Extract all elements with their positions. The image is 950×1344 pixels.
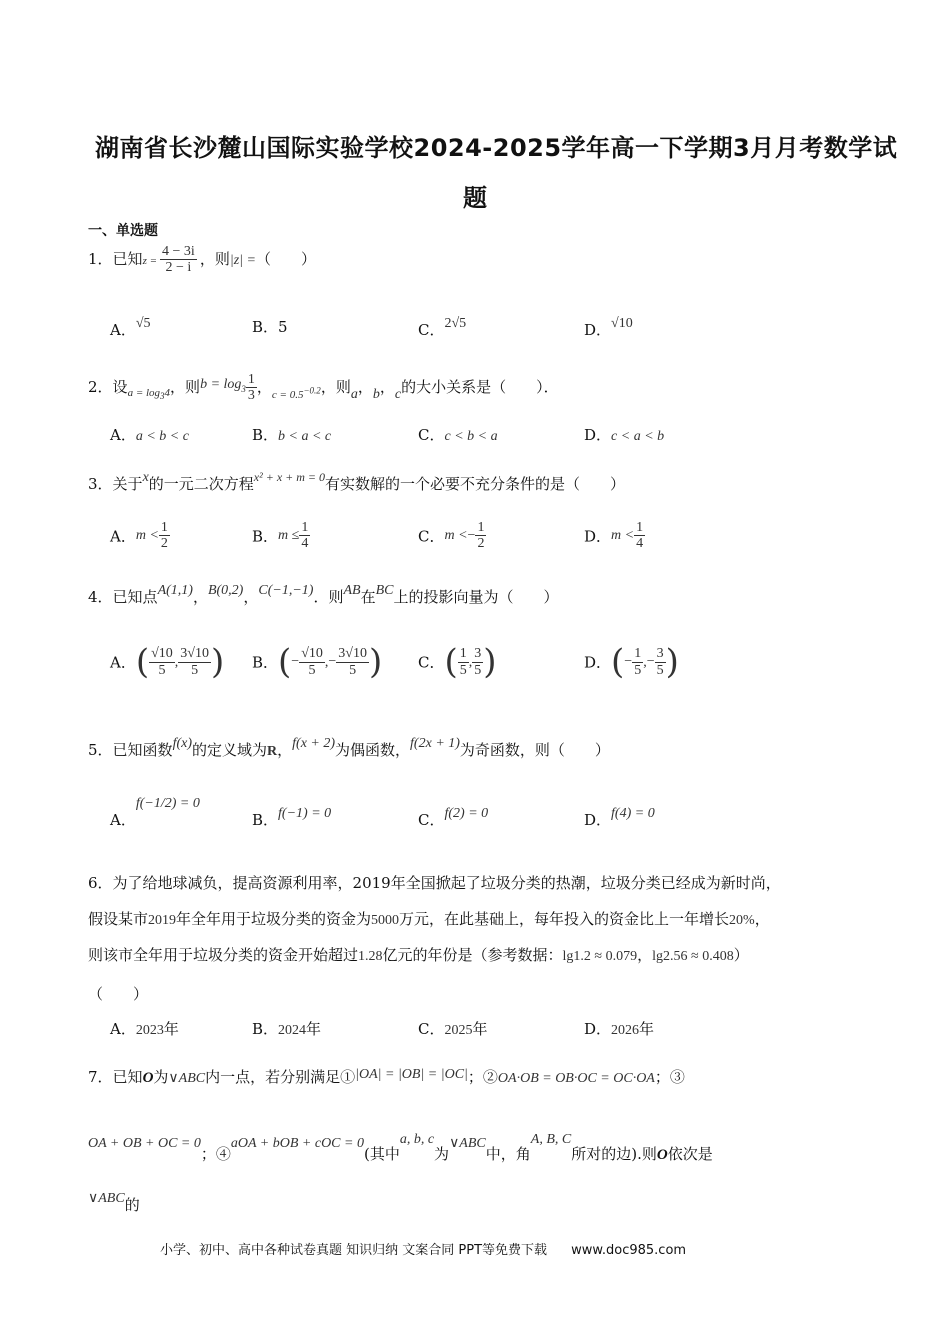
q3-option-b: B．m ≤ $\frac{1}{4}$ xyxy=(252,520,309,552)
q5-option-a: A．f(−1/2) = 0 xyxy=(110,796,200,829)
q3-option-c: C．m <− $\frac{1}{2}$ xyxy=(418,520,485,552)
q4-option-a: A．( $\frac{√10}{5}$ , $\frac{3√10}{5}$ ) xyxy=(110,642,225,682)
question-6: 6．为了给地球减负，提高资源利用率，2019年全国掀起了垃圾分类的热潮，垃圾分类已经成为新时尚， xyxy=(88,874,781,892)
q1-option-c: C．2√5 xyxy=(418,316,467,339)
q3-option-d: D．m < $\frac{1}{4}$ xyxy=(584,520,644,552)
q2-option-c: C．c < b < a xyxy=(418,426,498,444)
question-number: 1． xyxy=(88,249,113,268)
q4-option-c: C．( $\frac{1}{5}$ , $\frac{3}{5}$ ) xyxy=(418,642,497,682)
question-7: 7．已知O为∨ABC内一点，若分别满足①|OA| = |OB| = |OC|；②OA·OB = OB·OC = OC·OA；③ xyxy=(88,1067,685,1086)
q6-option-d: D．2026年 xyxy=(584,1020,655,1038)
q5-option-c: C．f(2) = 0 xyxy=(418,806,489,829)
page-title-continued: 题 xyxy=(463,184,488,212)
question-6-line-4: （ ） xyxy=(88,985,149,1003)
question-7-line-3: ∨ABC的 xyxy=(88,1191,140,1214)
q2-option-b: B．b < a < c xyxy=(252,426,332,444)
q5-option-b: B．f(−1) = 0 xyxy=(252,806,332,829)
q4-option-b: B．(− $\frac{√10}{5}$ ,− $\frac{3√10}{5}$ ) xyxy=(252,642,383,682)
q6-option-a: A．2023年 xyxy=(110,1020,179,1038)
q1-option-b: B．5 xyxy=(252,318,288,336)
q5-option-d: D．f(4) = 0 xyxy=(584,806,655,829)
q2-option-d: D．c < a < b xyxy=(584,426,665,444)
section-heading: 一、单选题 xyxy=(88,223,158,239)
question-4: 4．已知点A(1,1)，B(0,2)，C(−1,−1)．则AB在BC上的投影向量为（ ） xyxy=(88,583,559,606)
q6-option-c: C．2025年 xyxy=(418,1020,488,1038)
q6-option-b: B．2024年 xyxy=(252,1020,322,1038)
q1-option-a: A．√5 xyxy=(110,316,151,339)
question-6-line-2: 假设某市2019年全年用于垃圾分类的资金为5000万元，在此基础上，每年投入的资金比上一年增长20%， xyxy=(88,910,770,928)
page-title: 湖南省长沙麓山国际实验学校2024-2025学年高一下学期3月月考数学试 xyxy=(95,134,898,162)
q4-option-d: D．(− $\frac{1}{5}$ ,− $\frac{3}{5}$ ) xyxy=(584,642,679,682)
question-7-line-2: OA + OB + OC = 0；④aOA + bOB + cOC = 0(其中a, b, c为∨ABC中，角A, B, C所对的边).则O依次是 xyxy=(88,1132,713,1163)
question-6-line-3: 则该市全年用于垃圾分类的资金开始超过1.28亿元的年份是（参考数据：lg1.2 ≈ 0.079，lg2.56 ≈ 0.408） xyxy=(88,946,749,964)
question-2: 2．设$_{a = log_34}$，则$b = \log_3$ $\frac{1}{3}$ ，$_{c = 0.5^{-0.2}}$，则a，b，c的大小关系是（ ）． xyxy=(88,372,559,404)
question-3: 3．关于x的一元二次方程$^{x^2 + x + m = 0}$有实数解的一个必要不充分条件的是（ ） xyxy=(88,470,626,493)
question-1: 1．已知z = $\frac{4 - 3i}{2 - i}$ ，则|z| =（ ） xyxy=(88,244,316,276)
footer-url[interactable]: www.doc985.com xyxy=(571,1243,687,1258)
q2-option-a: A．a < b < c xyxy=(110,426,189,444)
q1-option-d: D．√10 xyxy=(584,316,633,339)
footer-text: 小学、初中、高中各种试卷真题 知识归纳 文案合同 PPT等免费下载 www.doc985.com xyxy=(160,1243,687,1258)
q3-option-a: A．m < $\frac{1}{2}$ xyxy=(110,520,168,552)
question-5: 5．已知函数f(x)的定义域为R，f(x + 2)为偶函数，f(2x + 1)为奇函数，则（ ） xyxy=(88,736,610,759)
